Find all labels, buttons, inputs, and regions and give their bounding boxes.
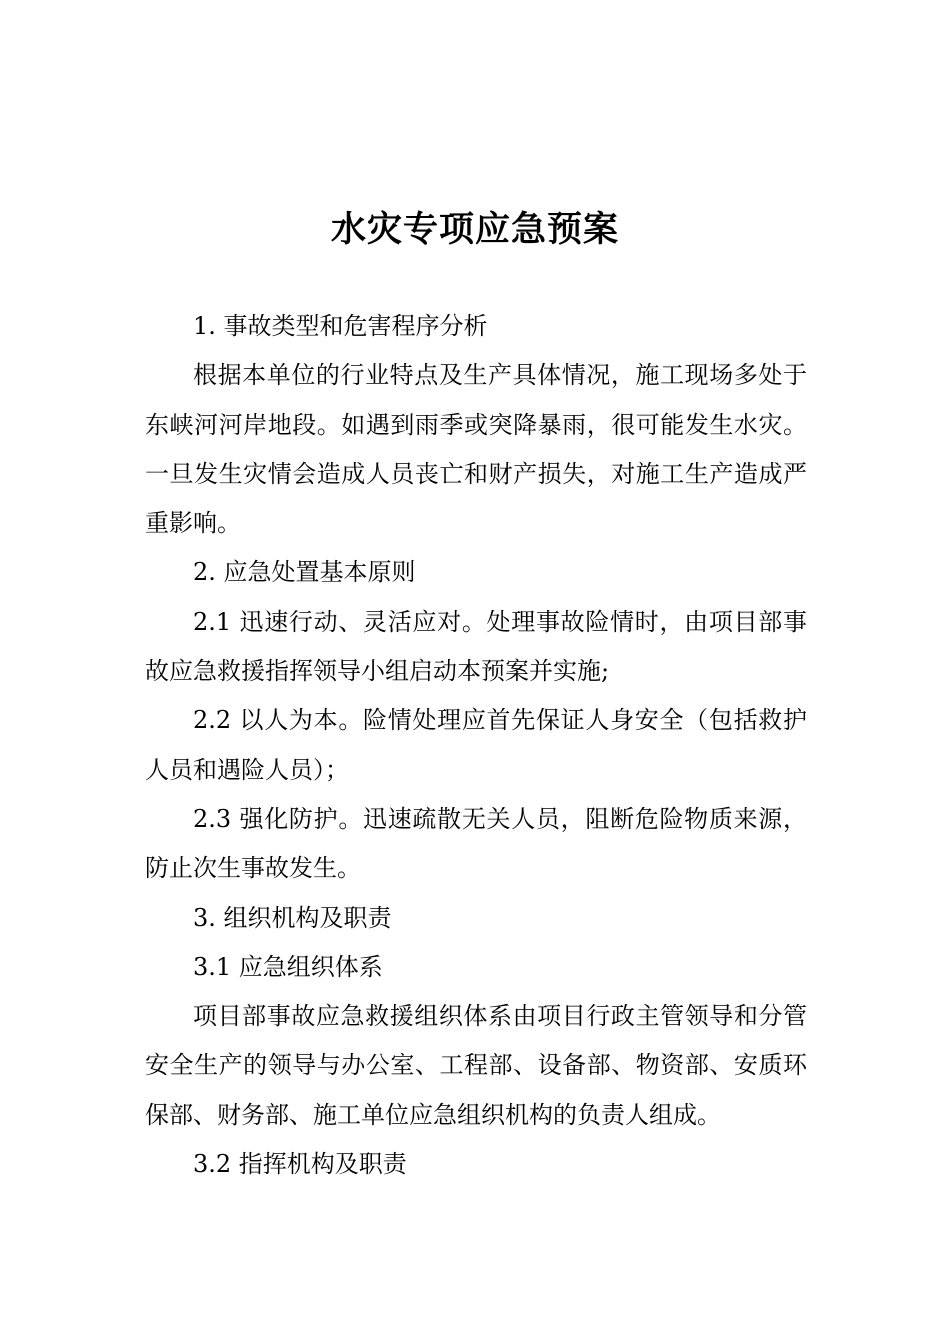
section-heading-2: 2. 应急处置基本原则: [193, 558, 416, 587]
paragraph-principle-2-3: 2.3 强化防护。迅速疏散无关人员，阻断危险物质来源，防止次生事故发生。: [145, 804, 807, 883]
subsection-heading-3-1: 3.1 应急组织体系: [193, 952, 383, 981]
paragraph-principle-2-2: 2.2 以人为本。险情处理应首先保证人身安全（包括救护人员和遇险人员）；: [145, 706, 807, 784]
section-heading-3: 3. 组织机构及职责: [193, 903, 392, 932]
subsection-heading-3-2: 3.2 指挥机构及职责: [193, 1150, 407, 1179]
document-title: 水灾专项应急预案: [330, 209, 619, 250]
document-body: [145, 302, 807, 1189]
paragraph-principle-2-1: 2.1 迅速行动、灵活应对。处理事故险情时，由项目部事故应急救援指挥领导小组启动本预案并实施;: [145, 607, 807, 686]
paragraph-organization: 项目部事故应急救援组织体系由项目行政主管领导和分管安全生产的领导与办公室、工程部、设备部、物资部、安质环保部、财务部、施工单位应急组织机构的负责人组成。: [145, 1002, 807, 1129]
paragraph-hazard-analysis: 根据本单位的行业特点及生产具体情况，施工现场多处于东峡河河岸地段。如遇到雨季或突降暴雨，很可能发生水灾。一旦发生灾情会造成人员丧亡和财产损失，对施工生产造成严重影响。: [145, 361, 807, 538]
section-heading-1: 1. 事故类型和危害程序分析: [193, 312, 488, 340]
